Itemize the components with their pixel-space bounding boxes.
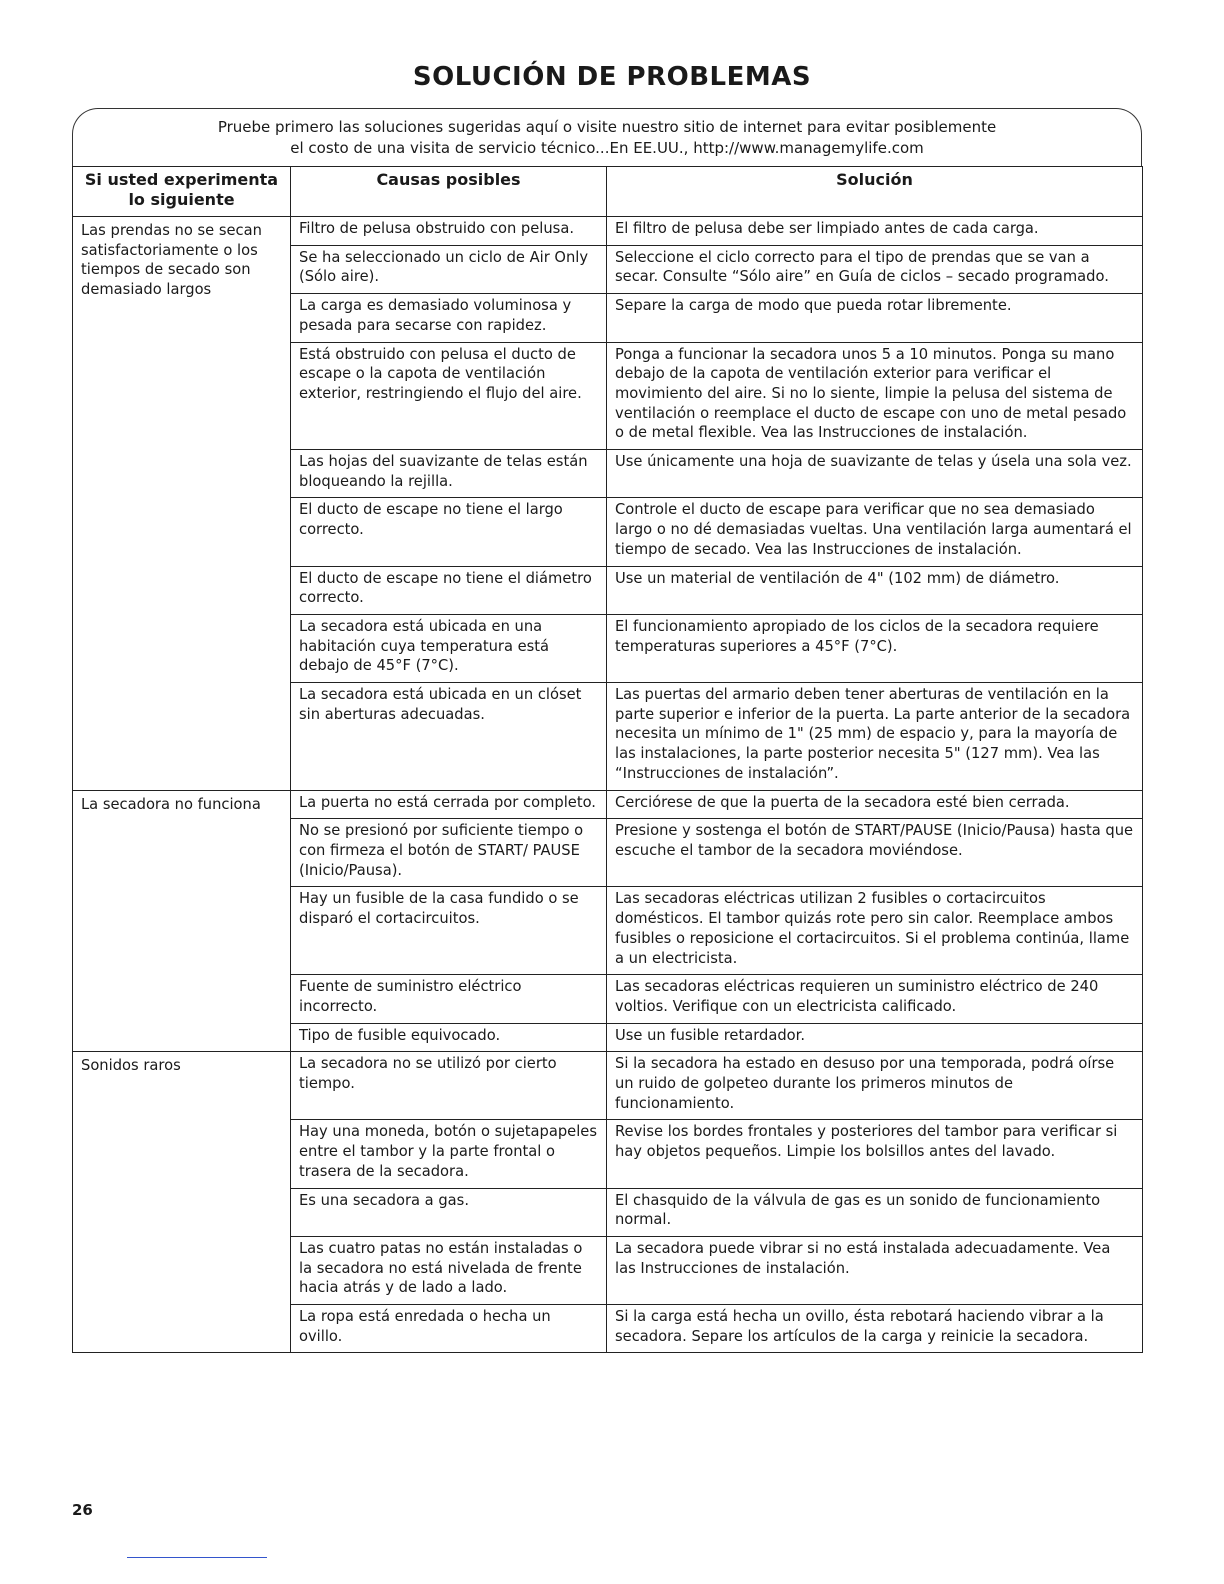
cause-cell: Se ha seleccionado un ciclo de Air Only (Sólo aire). xyxy=(291,245,607,293)
cause-cell: La ropa está enredada o hecha un ovillo. xyxy=(291,1305,607,1353)
cause-cell: Hay una moneda, botón o sujetapapeles entre el tambor y la parte frontal o trasera de la secadora. xyxy=(291,1120,607,1188)
header-solution: Solución xyxy=(607,167,1143,217)
cause-cell: La puerta no está cerrada por completo. xyxy=(291,790,607,819)
table-row xyxy=(73,790,1143,819)
cause-cell: La carga es demasiado voluminosa y pesada para secarse con rapidez. xyxy=(291,294,607,342)
solution-cell: Si la carga está hecha un ovillo, ésta rebotará haciendo vibrar a la secadora. Separe los artículos de la carga y reinicie la secadora. xyxy=(607,1305,1143,1353)
solution-cell: Las secadoras eléctricas requieren un suministro eléctrico de 240 voltios. Verifique con un electricista calificado. xyxy=(607,975,1143,1023)
solution-cell: Las secadoras eléctricas utilizan 2 fusibles o cortacircuitos domésticos. El tambor quizás rote pero sin calor. Reemplace ambos fusibles o reposicione el cortacircuitos. Si el problema continúa, llame a un electricista. xyxy=(607,887,1143,975)
header-symptom: Si usted experimenta lo siguiente xyxy=(73,167,291,217)
solution-cell: Cerciórese de que la puerta de la secadora esté bien cerrada. xyxy=(607,790,1143,819)
cause-cell: Está obstruido con pelusa el ducto de escape o la capota de ventilación exterior, restringiendo el flujo del aire. xyxy=(291,342,607,450)
table-body xyxy=(73,217,1143,1353)
solution-cell: Ponga a funcionar la secadora unos 5 a 10 minutos. Ponga su mano debajo de la capota de ventilación exterior para verificar el movimiento del aire. Si no lo siente, limpie la pelusa del sistema de ventilación o reemplace el ducto de escape con uno de metal pesado o de metal flexible. Vea las Instrucciones de instalación. xyxy=(607,342,1143,450)
intro-line: el costo de una visita de servicio técnico...En EE.UU., http://www.managemylife.com xyxy=(290,139,924,157)
solution-cell: Use un material de ventilación de 4" (102 mm) de diámetro. xyxy=(607,566,1143,614)
cause-cell: La secadora está ubicada en un clóset sin aberturas adecuadas. xyxy=(291,683,607,791)
cause-cell: Fuente de suministro eléctrico incorrecto. xyxy=(291,975,607,1023)
cause-cell: La secadora está ubicada en una habitación cuya temperatura está debajo de 45°F (7°C). xyxy=(291,614,607,682)
table-row xyxy=(73,1052,1143,1120)
symptom-cell: La secadora no funciona xyxy=(73,790,291,1052)
solution-cell: Seleccione el ciclo correcto para el tipo de prendas que se van a secar. Consulte “Sólo aire” en Guía de ciclos – secado programado. xyxy=(607,245,1143,293)
intro-line: Pruebe primero las soluciones sugeridas aquí o visite nuestro sitio de internet para evitar posiblemente xyxy=(217,118,997,136)
solution-cell: Las puertas del armario deben tener aberturas de ventilación en la parte superior e inferior de la puerta. La parte anterior de la secadora necesita un mínimo de 1" (25 mm) de espacio y, para la mayoría de las instalaciones, la parte posterior necesita 5" (127 mm). Vea las “Instrucciones de instalación”. xyxy=(607,683,1143,791)
cause-cell: La secadora no se utilizó por cierto tiempo. xyxy=(291,1052,607,1120)
cause-cell: Las cuatro patas no están instaladas o la secadora no está nivelada de frente hacia atrás y de lado a lado. xyxy=(291,1236,607,1304)
solution-cell: Use un fusible retardador. xyxy=(607,1023,1143,1052)
solution-cell: Presione y sostenga el botón de START/PAUSE (Inicio/Pausa) hasta que escuche el tambor de la secadora moviéndose. xyxy=(607,819,1143,887)
symptom-cell: Las prendas no se secan satisfactoriamente o los tiempos de secado son demasiado largos xyxy=(73,217,291,791)
footer-rule xyxy=(127,1557,267,1558)
solution-cell: Si la secadora ha estado en desuso por una temporada, podrá oírse un ruido de golpeteo durante los primeros minutos de funcionamiento. xyxy=(607,1052,1143,1120)
symptom-cell: Sonidos raros xyxy=(73,1052,291,1353)
solution-cell: El chasquido de la válvula de gas es un sonido de funcionamiento normal. xyxy=(607,1188,1143,1236)
page-number: 26 xyxy=(72,1501,93,1519)
cause-cell: No se presionó por suficiente tiempo o con firmeza el botón de START/ PAUSE (Inicio/Pausa). xyxy=(291,819,607,887)
table-header-row xyxy=(73,167,1143,217)
intro-note xyxy=(72,117,1142,159)
cause-cell: Tipo de fusible equivocado. xyxy=(291,1023,607,1052)
header-cause: Causas posibles xyxy=(291,167,607,217)
cause-cell: Hay un fusible de la casa fundido o se disparó el cortacircuitos. xyxy=(291,887,607,975)
table-row xyxy=(73,217,1143,246)
troubleshooting-table xyxy=(72,166,1143,1353)
solution-cell: Controle el ducto de escape para verificar que no sea demasiado largo o no dé demasiadas vueltas. Una ventilación larga aumentará el tiempo de secado. Vea las Instrucciones de instalación. xyxy=(607,498,1143,566)
solution-cell: El funcionamiento apropiado de los ciclos de la secadora requiere temperaturas superiores a 45°F (7°C). xyxy=(607,614,1143,682)
cause-cell: El ducto de escape no tiene el diámetro correcto. xyxy=(291,566,607,614)
page-title: SOLUCIÓN DE PROBLEMAS xyxy=(412,62,812,92)
cause-cell: El ducto de escape no tiene el largo correcto. xyxy=(291,498,607,566)
solution-cell: Use únicamente una hoja de suavizante de telas y úsela una sola vez. xyxy=(607,450,1143,498)
cause-cell: Las hojas del suavizante de telas están bloqueando la rejilla. xyxy=(291,450,607,498)
cause-cell: Filtro de pelusa obstruido con pelusa. xyxy=(291,217,607,246)
solution-cell: Revise los bordes frontales y posteriores del tambor para verificar si hay objetos pequeños. Limpie los bolsillos antes del lavado. xyxy=(607,1120,1143,1188)
solution-cell: El filtro de pelusa debe ser limpiado antes de cada carga. xyxy=(607,217,1143,246)
cause-cell: Es una secadora a gas. xyxy=(291,1188,607,1236)
solution-cell: Separe la carga de modo que pueda rotar libremente. xyxy=(607,294,1143,342)
solution-cell: La secadora puede vibrar si no está instalada adecuadamente. Vea las Instrucciones de instalación. xyxy=(607,1236,1143,1304)
